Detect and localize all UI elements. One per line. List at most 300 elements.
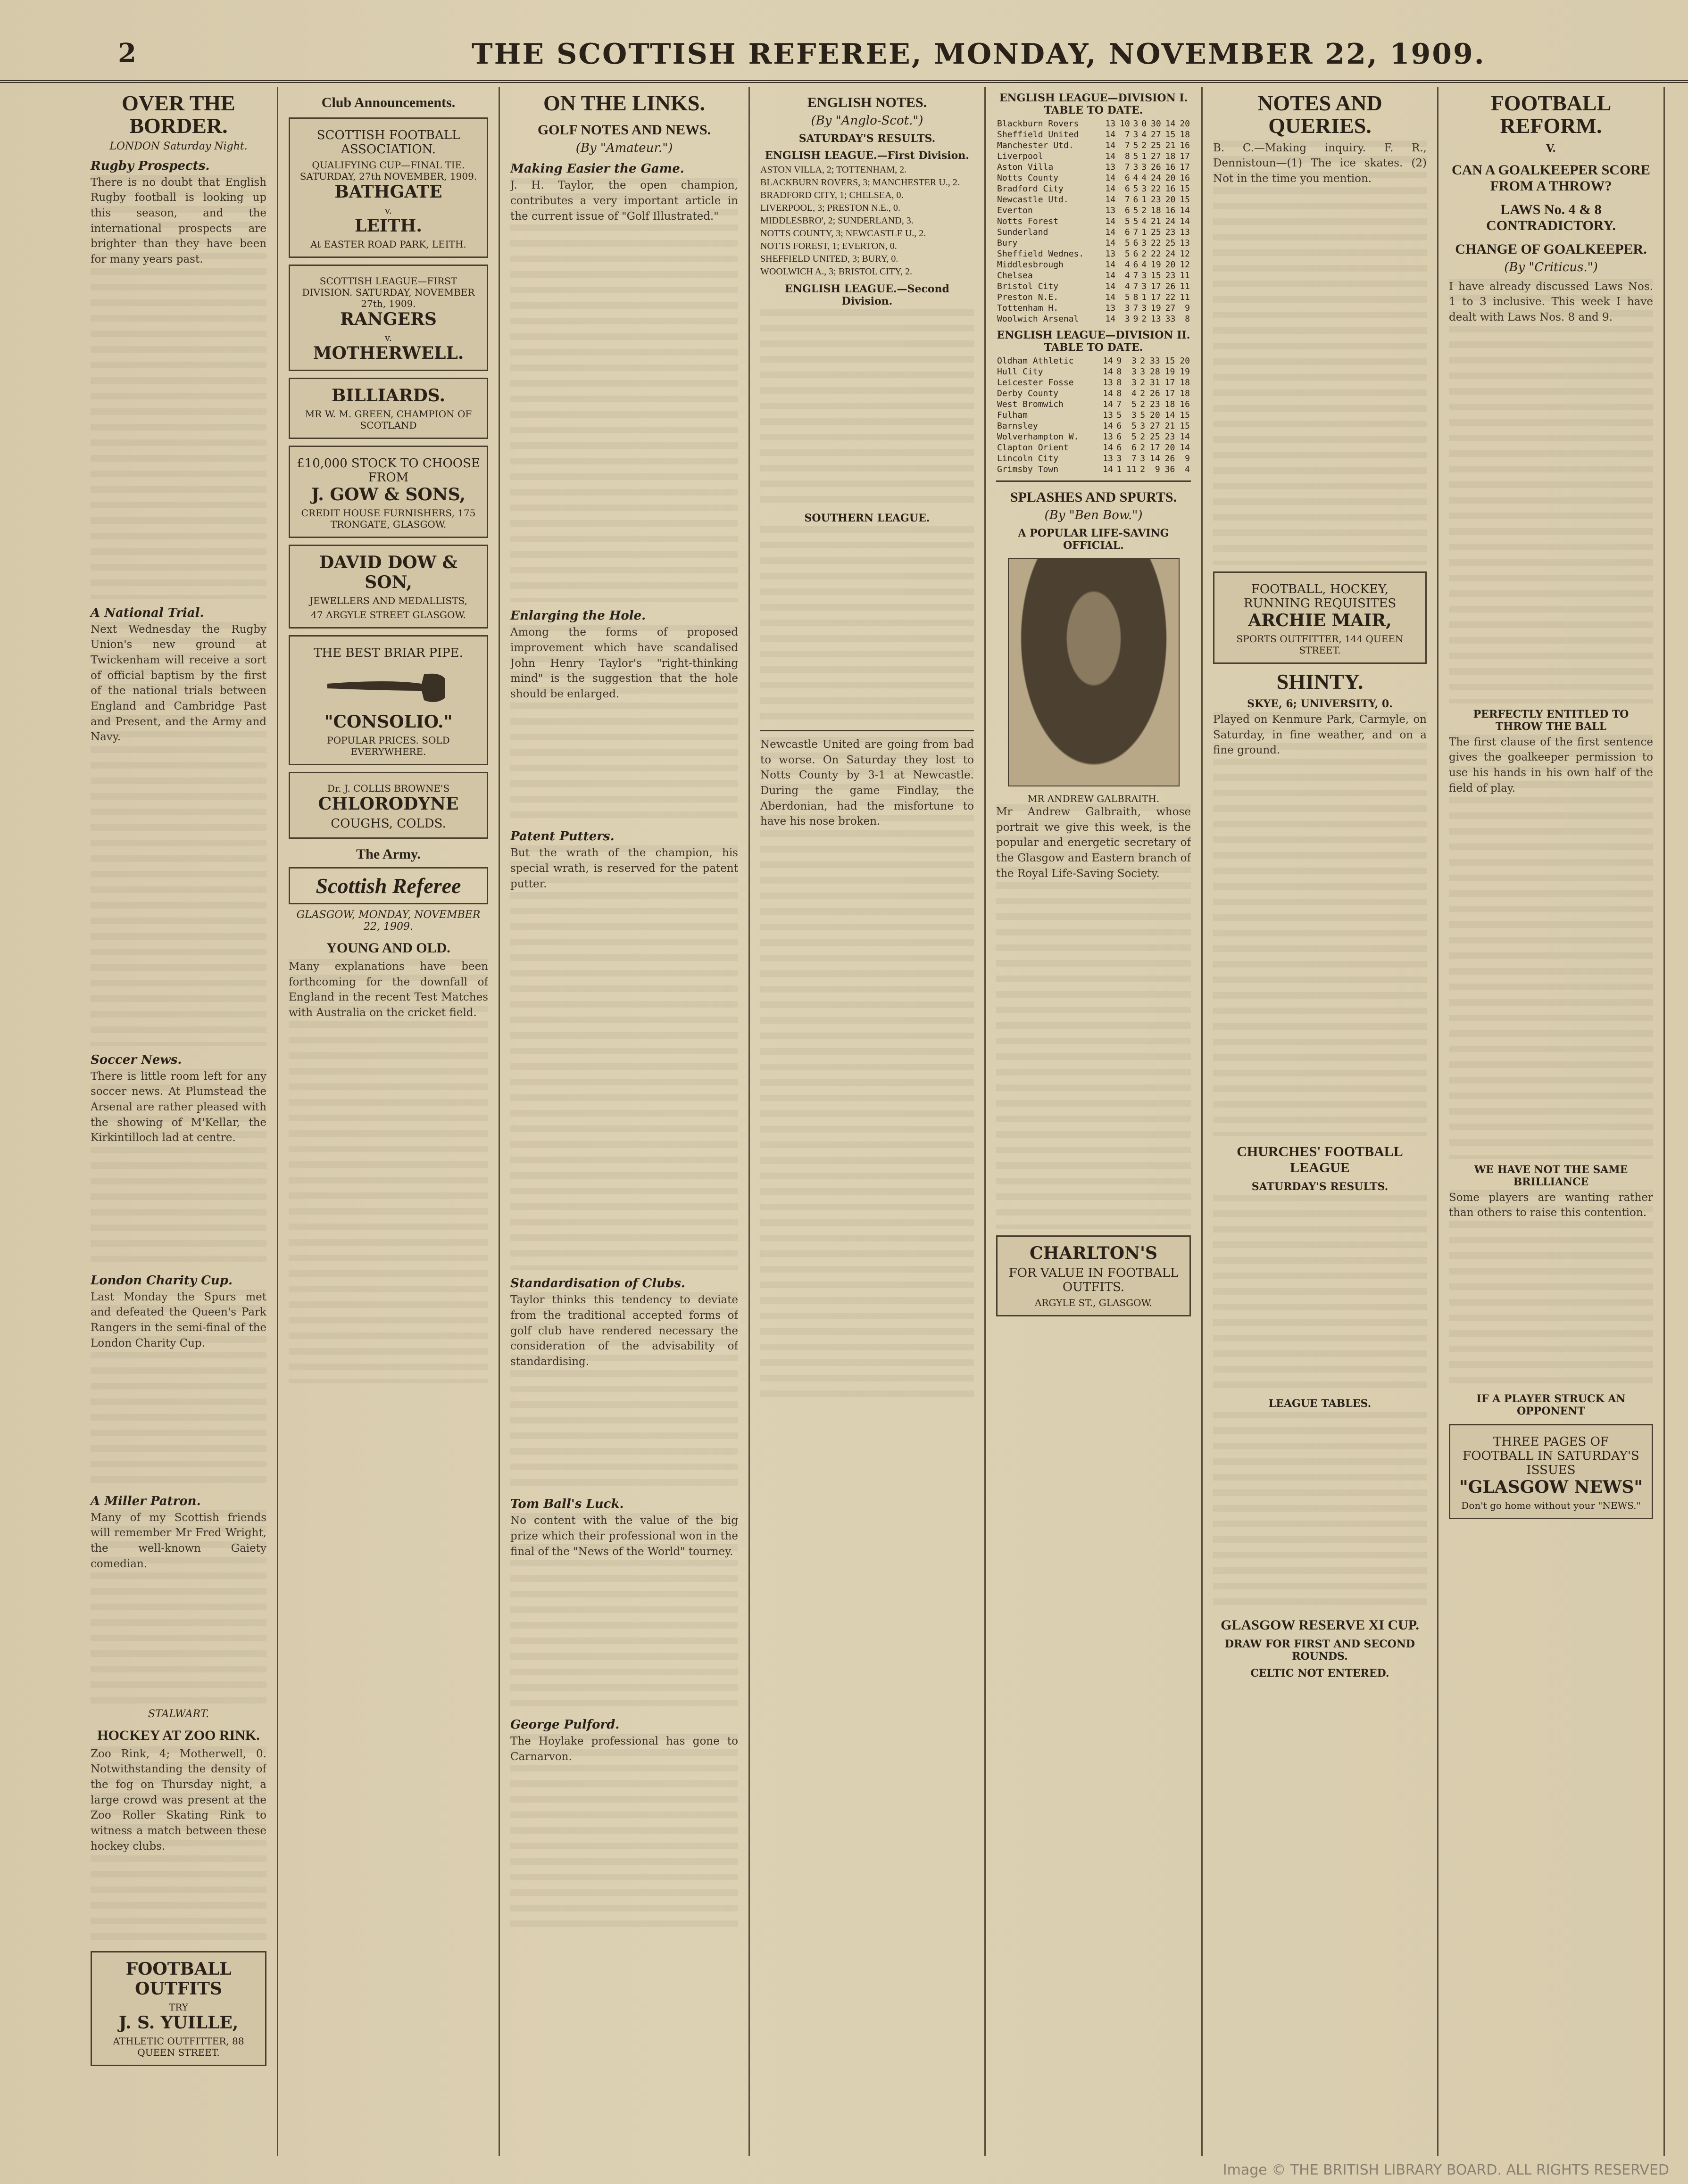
table-cell: 3 xyxy=(1133,162,1139,172)
ad-line: JEWELLERS AND MEDALLISTS, xyxy=(309,595,467,606)
table-cell: 1 xyxy=(1141,292,1147,302)
table-cell: Woolwich Arsenal xyxy=(997,314,1079,324)
table-cell: 17 xyxy=(1164,378,1175,388)
table-cell: 31 xyxy=(1150,378,1160,388)
table-cell: 2 xyxy=(1140,432,1146,442)
glasgow-news-ad xyxy=(1449,1424,1653,1519)
table-cell: 16 xyxy=(1180,399,1190,409)
section-subheading: Enlarging the Hole. xyxy=(510,609,646,623)
celtic-note: CELTIC NOT ENTERED. xyxy=(1250,1667,1389,1679)
ad-line: FOOTBALL, HOCKEY, RUNNING REQUISITES xyxy=(1243,582,1397,611)
table-cell: Middlesbrough xyxy=(997,260,1064,270)
table-cell: 10 xyxy=(1120,119,1130,129)
table-cell: 5 xyxy=(1133,184,1139,194)
column-1 xyxy=(80,87,278,2156)
logo-date: GLASGOW, MONDAY, NOVEMBER 22, 1909. xyxy=(296,909,481,933)
table-row xyxy=(996,173,1191,183)
article-text: Played on Kenmure Park, Carmyle, on Saturday, in fine weather, and on a fine ground. xyxy=(1213,712,1427,1136)
portrait-caption: MR ANDREW GALBRAITH. xyxy=(1027,793,1160,804)
table-cell: 5 xyxy=(1124,292,1130,302)
table-cell: 14 xyxy=(1180,216,1190,226)
article-text: Mr Andrew Galbraith, whose portrait we give this week, is the popular and energetic secretary of the Glasgow and Eastern branch of the Royal Life-Saving Society. xyxy=(996,804,1191,1229)
table-cell: 16 xyxy=(1165,162,1176,172)
ad-line: CHARLTON'S xyxy=(1030,1243,1157,1263)
table-cell: 2 xyxy=(1140,356,1146,366)
young-and-old-heading: YOUNG AND OLD. xyxy=(326,940,450,956)
table-cell: 3 xyxy=(1131,367,1137,377)
article-text: J. H. Taylor, the open champion, contributes a very important article in the current issue of "Golf Illustrated." xyxy=(510,178,738,602)
table-cell: 14 xyxy=(1105,151,1116,161)
table-cell: Tottenham H. xyxy=(997,303,1059,313)
table-cell: 14 xyxy=(1103,356,1113,366)
article-text: Taylor thinks this tendency to deviate from the traditional accepted forms of golf club have rendered necessary the consideration of the advisability of standardising. xyxy=(510,1292,738,1490)
table-cell: 1 xyxy=(1141,195,1147,205)
table-cell: 20 xyxy=(1164,443,1175,453)
team-name: RANGERS xyxy=(340,309,437,329)
ad-line: THREE PAGES OF FOOTBALL IN SATURDAY'S ISSUES xyxy=(1463,1434,1639,1477)
ad-line: J. GOW & SONS, xyxy=(311,485,466,505)
table-cell: 14 xyxy=(1105,281,1116,291)
table-cell: 14 xyxy=(1180,432,1190,442)
table-cell: 33 xyxy=(1165,314,1176,324)
table-cell: 6 xyxy=(1124,173,1130,183)
table-cell: 24 xyxy=(1165,216,1176,226)
versus: v. xyxy=(384,332,392,343)
table-cell: 17 xyxy=(1180,162,1190,172)
table-row xyxy=(996,194,1191,205)
table-cell: 18 xyxy=(1180,130,1190,140)
article-text: I have already discussed Laws Nos. 1 to 3 inclusive. This week I have dealt with Laws Nos. 8 and 9. xyxy=(1449,279,1653,703)
table-cell: 14 xyxy=(1105,173,1116,183)
table-cell: Bradford City xyxy=(997,184,1064,194)
table-cell: 2 xyxy=(1141,249,1147,259)
ad-line: THE BEST BRIAR PIPE. xyxy=(314,646,463,660)
laws-heading: LAWS No. 4 & 8 CONTRADICTORY. xyxy=(1486,201,1616,233)
table-cell: 3 xyxy=(1141,238,1147,248)
table-cell: 23 xyxy=(1165,227,1176,237)
table-cell: Sheffield Wednes. xyxy=(997,249,1084,259)
table-cell: 4 xyxy=(1141,260,1147,270)
league-heading: ENGLISH LEAGUE.—First Division. xyxy=(765,149,969,162)
hockey-heading: HOCKEY AT ZOO RINK. xyxy=(97,1727,260,1743)
table-cell: 7 xyxy=(1124,141,1130,150)
table-cell: 16 xyxy=(1180,141,1190,150)
article-text: Zoo Rink, 4; Motherwell, 0. Notwithstanding the density of the fog on Thursday night, a large crowd was present at the Zoo Roller Skating Rink to witness a match between these hockey clubs. xyxy=(91,1746,266,1944)
table-cell: 14 xyxy=(1105,130,1116,140)
table-cell: 14 xyxy=(1103,389,1113,398)
table-row xyxy=(996,162,1191,173)
league-tables-heading: LEAGUE TABLES. xyxy=(1268,1397,1372,1410)
section-subheading: WE HAVE NOT THE SAME BRILLIANCE xyxy=(1474,1163,1628,1188)
table-cell: 4 xyxy=(1141,173,1147,183)
table-row xyxy=(996,238,1191,248)
table-cell: 14 xyxy=(1180,206,1190,215)
table-cell: 25 xyxy=(1165,238,1176,248)
table-cell: 4 xyxy=(1185,464,1190,474)
byline: (By "Amateur.") xyxy=(575,141,673,156)
table-heading: ENGLISH LEAGUE—DIVISION II. TABLE TO DATE. xyxy=(997,329,1190,354)
table-cell: 3 xyxy=(1141,162,1147,172)
table-cell: 8 xyxy=(1124,151,1130,161)
table-row xyxy=(996,129,1191,140)
table-cell: 4 xyxy=(1133,173,1139,183)
article-text: No content with the value of the big prize which their professional won in the final of the "News of the World" tourney. xyxy=(510,1513,738,1711)
table-cell: 14 xyxy=(1103,464,1113,474)
table-cell: 15 xyxy=(1180,184,1190,194)
table-cell: 33 xyxy=(1150,356,1160,366)
ad-line: 47 ARGYLE STREET GLASGOW. xyxy=(311,609,466,620)
section-subheading: IF A PLAYER STRUCK AN OPPONENT xyxy=(1476,1392,1626,1417)
table-cell: 13 xyxy=(1103,410,1113,420)
article-text: The first clause of the first sentence gives the goalkeeper permission to use his hands in his own half of the field of play. xyxy=(1449,735,1653,1159)
section-subheading: London Charity Cup. xyxy=(91,1273,233,1288)
ad-line: DAVID DOW & SON, xyxy=(319,553,458,592)
army-heading: The Army. xyxy=(356,846,421,862)
table-cell: 1 xyxy=(1141,227,1147,237)
shinty-heading: SHINTY. xyxy=(1276,669,1364,694)
league-table-div2 xyxy=(996,356,1191,475)
table-cell: 3 xyxy=(1131,410,1137,420)
table-cell: 12 xyxy=(1180,249,1190,259)
table-cell: 3 xyxy=(1141,281,1147,291)
ad-line: SCOTTISH LEAGUE—FIRST DIVISION. SATURDAY, NOVEMBER 27th, 1909. xyxy=(302,275,475,309)
table-cell: 21 xyxy=(1164,421,1175,431)
table-cell: 8 xyxy=(1116,389,1122,398)
table-cell: 4 xyxy=(1141,130,1147,140)
table-row xyxy=(996,205,1191,216)
table-cell: 23 xyxy=(1150,399,1160,409)
table-cell: 14 xyxy=(1103,421,1113,431)
table-cell: 6 xyxy=(1133,249,1139,259)
table-cell: 7 xyxy=(1124,195,1130,205)
copyright-footer: Image © THE BRITISH LIBRARY BOARD. ALL RIGHTS RESERVED xyxy=(1222,2162,1669,2178)
table-cell: 27 xyxy=(1165,303,1176,313)
table-row xyxy=(996,356,1191,366)
table-cell: 5 xyxy=(1131,432,1137,442)
english-notes-heading: ENGLISH NOTES. xyxy=(807,95,927,110)
chlorodyne-ad xyxy=(289,772,488,839)
byline: (By "Anglo-Scot.") xyxy=(811,114,923,128)
table-cell: 27 xyxy=(1150,421,1160,431)
ad-line: "CONSOLIO." xyxy=(324,712,453,732)
table-cell: 1 xyxy=(1116,464,1122,474)
table-cell: 18 xyxy=(1151,206,1161,215)
column-2 xyxy=(278,87,500,2156)
section-subheading: Making Easier the Game. xyxy=(510,162,684,176)
table-cell: 11 xyxy=(1126,464,1137,474)
ad-line: BILLIARDS. xyxy=(331,386,446,405)
table-cell: 5 xyxy=(1140,410,1146,420)
table-cell: Derby County xyxy=(997,389,1059,398)
table-cell: 14 xyxy=(1180,443,1190,453)
table-cell: 18 xyxy=(1180,378,1190,388)
table-cell: 6 xyxy=(1124,206,1130,215)
divider xyxy=(760,730,974,731)
part-number: V. xyxy=(1546,142,1556,155)
charlton-ad xyxy=(996,1235,1191,1316)
table-cell: 3 xyxy=(1124,303,1130,313)
ad-line: SCOTTISH FOOTBALL ASSOCIATION. xyxy=(316,128,460,157)
table-cell: 14 xyxy=(1150,454,1160,463)
table-row xyxy=(996,464,1191,475)
table-cell: 2 xyxy=(1140,378,1146,388)
table-cell: Clapton Orient xyxy=(997,443,1069,453)
table-cell: 8 xyxy=(1116,378,1122,388)
table-cell: 6 xyxy=(1116,421,1122,431)
article-text: Last Monday the Spurs met and defeated the Queen's Park Rangers in the semi-final of the London Charity Cup. xyxy=(91,1290,266,1488)
article-text: There is little room left for any soccer news. At Plumstead the Arsenal are rather pleased with the showing of M'Kellar, the Kirkintilloch lad at centre. xyxy=(91,1069,266,1267)
table-cell: 27 xyxy=(1151,130,1161,140)
section-subheading: PERFECTLY ENTITLED TO THROW THE BALL xyxy=(1473,708,1629,733)
table-cell: Lincoln City xyxy=(997,454,1059,463)
table-cell: 15 xyxy=(1180,421,1190,431)
ad-line: CREDIT HOUSE FURNISHERS, 175 TRONGATE, GLASGOW. xyxy=(301,507,476,530)
section-subheading: Patent Putters. xyxy=(510,829,615,844)
table-cell: 23 xyxy=(1151,195,1161,205)
ad-line: £10,000 STOCK TO CHOOSE FROM xyxy=(297,456,480,485)
table-cell: 14 xyxy=(1105,227,1116,237)
club-announcements-heading: Club Announcements. xyxy=(321,95,456,110)
table-cell: 13 xyxy=(1151,314,1161,324)
shinty-result: SKYE, 6; UNIVERSITY, 0. xyxy=(1247,697,1393,710)
table-cell: 5 xyxy=(1131,421,1137,431)
table-cell: 8 xyxy=(1116,367,1122,377)
league-table-div1 xyxy=(996,118,1191,324)
table-cell: 22 xyxy=(1151,249,1161,259)
table-cell: 2 xyxy=(1141,141,1147,150)
table-cell: 13 xyxy=(1103,454,1113,463)
table-cell: 16 xyxy=(1165,206,1176,215)
table-cell: 4 xyxy=(1131,389,1137,398)
table-cell: 5 xyxy=(1133,216,1139,226)
table-cell: 14 xyxy=(1103,367,1113,377)
table-cell: 17 xyxy=(1151,292,1161,302)
table-cell: 6 xyxy=(1124,184,1130,194)
table-cell: 3 xyxy=(1141,303,1147,313)
results-text-block xyxy=(1213,1195,1427,1393)
table-row xyxy=(996,399,1191,410)
table-cell: 7 xyxy=(1133,303,1139,313)
table-cell: 7 xyxy=(1133,227,1139,237)
table-cell: 18 xyxy=(1164,399,1175,409)
article-text: But the wrath of the champion, his special wrath, is reserved for the patent putter. xyxy=(510,845,738,1270)
table-cell: 15 xyxy=(1165,130,1176,140)
table-cell: 27 xyxy=(1151,151,1161,161)
table-cell: 21 xyxy=(1151,216,1161,226)
table-cell: 2 xyxy=(1140,443,1146,453)
table-heading: ENGLISH LEAGUE—DIVISION I. TABLE TO DATE. xyxy=(999,92,1188,116)
table-cell: 18 xyxy=(1165,151,1176,161)
table-cell: 15 xyxy=(1180,410,1190,420)
section-subheading: A Miller Patron. xyxy=(91,1494,201,1508)
table-cell: 22 xyxy=(1151,238,1161,248)
table-cell: 5 xyxy=(1131,399,1137,409)
table-cell: 7 xyxy=(1131,454,1137,463)
table-cell: Grimsby Town xyxy=(997,464,1059,474)
team-name: MOTHERWELL. xyxy=(313,343,464,363)
table-cell: 25 xyxy=(1150,432,1160,442)
gow-ad xyxy=(289,446,488,538)
table-cell: 21 xyxy=(1165,141,1176,150)
table-cell: 23 xyxy=(1164,432,1175,442)
result-row: BLACKBURN ROVERS, 3; MANCHESTER U., 2. xyxy=(760,177,960,188)
league-announcement xyxy=(289,265,488,371)
ad-line: SPORTS OUTFITTER, 144 QUEEN STREET. xyxy=(1236,633,1404,656)
table-cell: Leicester Fosse xyxy=(997,378,1074,388)
table-row xyxy=(996,421,1191,431)
table-cell: 24 xyxy=(1165,249,1176,259)
column-4 xyxy=(750,87,986,2156)
table-cell: Bristol City xyxy=(997,281,1059,291)
versus: v. xyxy=(384,205,392,216)
table-cell: 13 xyxy=(1105,162,1116,172)
result-row: NOTTS FOREST, 1; EVERTON, 0. xyxy=(760,241,897,251)
table-cell: 25 xyxy=(1151,227,1161,237)
table-cell: 5 xyxy=(1133,151,1139,161)
table-row xyxy=(996,216,1191,227)
question-heading: CAN A GOALKEEPER SCORE FROM A THROW? xyxy=(1452,162,1650,194)
ad-line: CHLORODYNE xyxy=(318,794,459,814)
table-row xyxy=(996,270,1191,281)
table-cell: Hull City xyxy=(997,367,1043,377)
column-6 xyxy=(1203,87,1439,2156)
table-cell: 2 xyxy=(1141,206,1147,215)
table-cell: 8 xyxy=(1185,314,1190,324)
table-cell: 20 xyxy=(1165,260,1176,270)
table-cell: 13 xyxy=(1105,303,1116,313)
table-cell: 15 xyxy=(1180,195,1190,205)
table-cell: Newcastle Utd. xyxy=(997,195,1069,205)
table-cell: 14 xyxy=(1105,260,1116,270)
table-cell: 3 xyxy=(1131,378,1137,388)
table-cell: 6 xyxy=(1116,443,1122,453)
table-cell: 14 xyxy=(1103,399,1113,409)
on-the-links-heading: ON THE LINKS. xyxy=(543,91,705,115)
table-cell: 7 xyxy=(1124,162,1130,172)
table-cell: 20 xyxy=(1180,119,1190,129)
table-cell: West Bromwich xyxy=(997,399,1064,409)
table-cell: Liverpool xyxy=(997,151,1043,161)
result-row: LIVERPOOL, 3; PRESTON N.E., 0. xyxy=(760,203,900,213)
table-cell: Wolverhampton W. xyxy=(997,432,1079,442)
table-cell: 17 xyxy=(1180,151,1190,161)
table-cell: 17 xyxy=(1164,389,1175,398)
table-cell: 3 xyxy=(1141,184,1147,194)
southern-league-heading: SOUTHERN LEAGUE. xyxy=(804,512,930,524)
mair-ad xyxy=(1213,571,1427,664)
table-row xyxy=(996,259,1191,270)
table-row xyxy=(996,377,1191,388)
table-cell: Bury xyxy=(997,238,1018,248)
article-text: There is no doubt that English Rugby football is looking up this season, and the international prospects are brighter than they have been for many years past. xyxy=(91,175,266,599)
table-cell: 25 xyxy=(1151,141,1161,150)
team-name: LEITH. xyxy=(355,216,422,236)
table-cell: 19 xyxy=(1151,260,1161,270)
over-the-border-heading: OVER THE BORDER. xyxy=(122,91,235,138)
ad-line: ARCHIE MAIR, xyxy=(1248,610,1392,630)
table-cell: 28 xyxy=(1150,367,1160,377)
table-cell: 17 xyxy=(1150,443,1160,453)
ad-line: MR W. M. GREEN, CHAMPION OF SCOTLAND xyxy=(305,408,472,431)
table-cell: Sheffield United xyxy=(997,130,1079,140)
table-cell: 13 xyxy=(1105,206,1116,215)
table-cell: 9 xyxy=(1185,303,1190,313)
table-cell: 6 xyxy=(1116,432,1122,442)
table-cell: 9 xyxy=(1116,356,1122,366)
table-row xyxy=(996,431,1191,442)
table-cell: Aston Villa xyxy=(997,162,1054,172)
table-cell: 11 xyxy=(1180,292,1190,302)
table-cell: 20 xyxy=(1150,410,1160,420)
table-cell: 5 xyxy=(1124,249,1130,259)
table-cell: 26 xyxy=(1151,162,1161,172)
ad-line: COUGHS, COLDS. xyxy=(331,817,446,831)
table-cell: 5 xyxy=(1124,238,1130,248)
notes-and-queries-heading: NOTES AND QUERIES. xyxy=(1257,91,1382,138)
table-row xyxy=(996,303,1191,314)
table-cell: 3 xyxy=(1116,454,1122,463)
table-cell: 22 xyxy=(1151,184,1161,194)
golf-notes-heading: GOLF NOTES AND NEWS. xyxy=(537,122,711,138)
results-text-block xyxy=(1213,1412,1427,1610)
glasgow-reserve-subheading: DRAW FOR FIRST AND SECOND ROUNDS. xyxy=(1225,1638,1415,1663)
table-cell: 7 xyxy=(1133,271,1139,281)
results-text-block xyxy=(760,309,974,507)
section-subheading: Rugby Prospects. xyxy=(91,158,210,173)
table-cell: 11 xyxy=(1180,271,1190,281)
yuille-ad xyxy=(91,1951,266,2066)
article-text: Next Wednesday the Rugby Union's new ground at Twickenham will receive a sort of official baptism by the first of the national trials between England and Cambridge Past and Present, and the Army and Navy. xyxy=(91,622,266,1046)
table-row xyxy=(996,248,1191,259)
result-row: BRADFORD CITY, 1; CHELSEA, 0. xyxy=(760,190,904,200)
table-cell: 14 xyxy=(1105,238,1116,248)
table-cell: 5 xyxy=(1124,216,1130,226)
table-row xyxy=(996,227,1191,238)
splashes-heading: SPLASHES AND SPURTS. xyxy=(1010,489,1177,505)
divider xyxy=(996,480,1191,482)
table-cell: 14 xyxy=(1105,195,1116,205)
results-heading: SATURDAY'S RESULTS. xyxy=(798,132,936,145)
ad-line: FOR VALUE IN FOOTBALL OUTFITS. xyxy=(1008,1266,1179,1294)
table-cell: 4 xyxy=(1124,281,1130,291)
table-cell: 6 xyxy=(1133,260,1139,270)
table-row xyxy=(996,183,1191,194)
table-cell: 8 xyxy=(1133,292,1139,302)
table-cell: 3 xyxy=(1124,314,1130,324)
table-cell: Notts County xyxy=(997,173,1059,183)
table-cell: 20 xyxy=(1180,356,1190,366)
ad-line: POPULAR PRICES. SOLD EVERYWHERE. xyxy=(327,735,450,757)
table-cell: 14 xyxy=(1105,216,1116,226)
results-list xyxy=(760,164,974,278)
table-cell: 3 xyxy=(1133,119,1139,129)
pipe-ad xyxy=(289,635,488,765)
ad-line: "GLASGOW NEWS" xyxy=(1459,1477,1643,1497)
masthead xyxy=(0,28,1688,83)
table-row xyxy=(996,388,1191,399)
churches-league-heading: CHURCHES' FOOTBALL LEAGUE xyxy=(1237,1143,1403,1175)
table-cell: 9 xyxy=(1155,464,1160,474)
table-row xyxy=(996,118,1191,129)
table-cell: 14 xyxy=(1164,410,1175,420)
table-cell: 22 xyxy=(1165,292,1176,302)
section-subheading: Standardisation of Clubs. xyxy=(510,1276,685,1291)
table-cell: 5 xyxy=(1133,206,1139,215)
article-text: B. C.—Making inquiry. F. R., Dennistoun—(1) The ice skates. (2) Not in the time you mention. xyxy=(1213,141,1427,565)
byline: (By "Ben Bow.") xyxy=(1044,508,1143,522)
table-cell: 15 xyxy=(1164,356,1175,366)
table-cell: 4 xyxy=(1124,271,1130,281)
